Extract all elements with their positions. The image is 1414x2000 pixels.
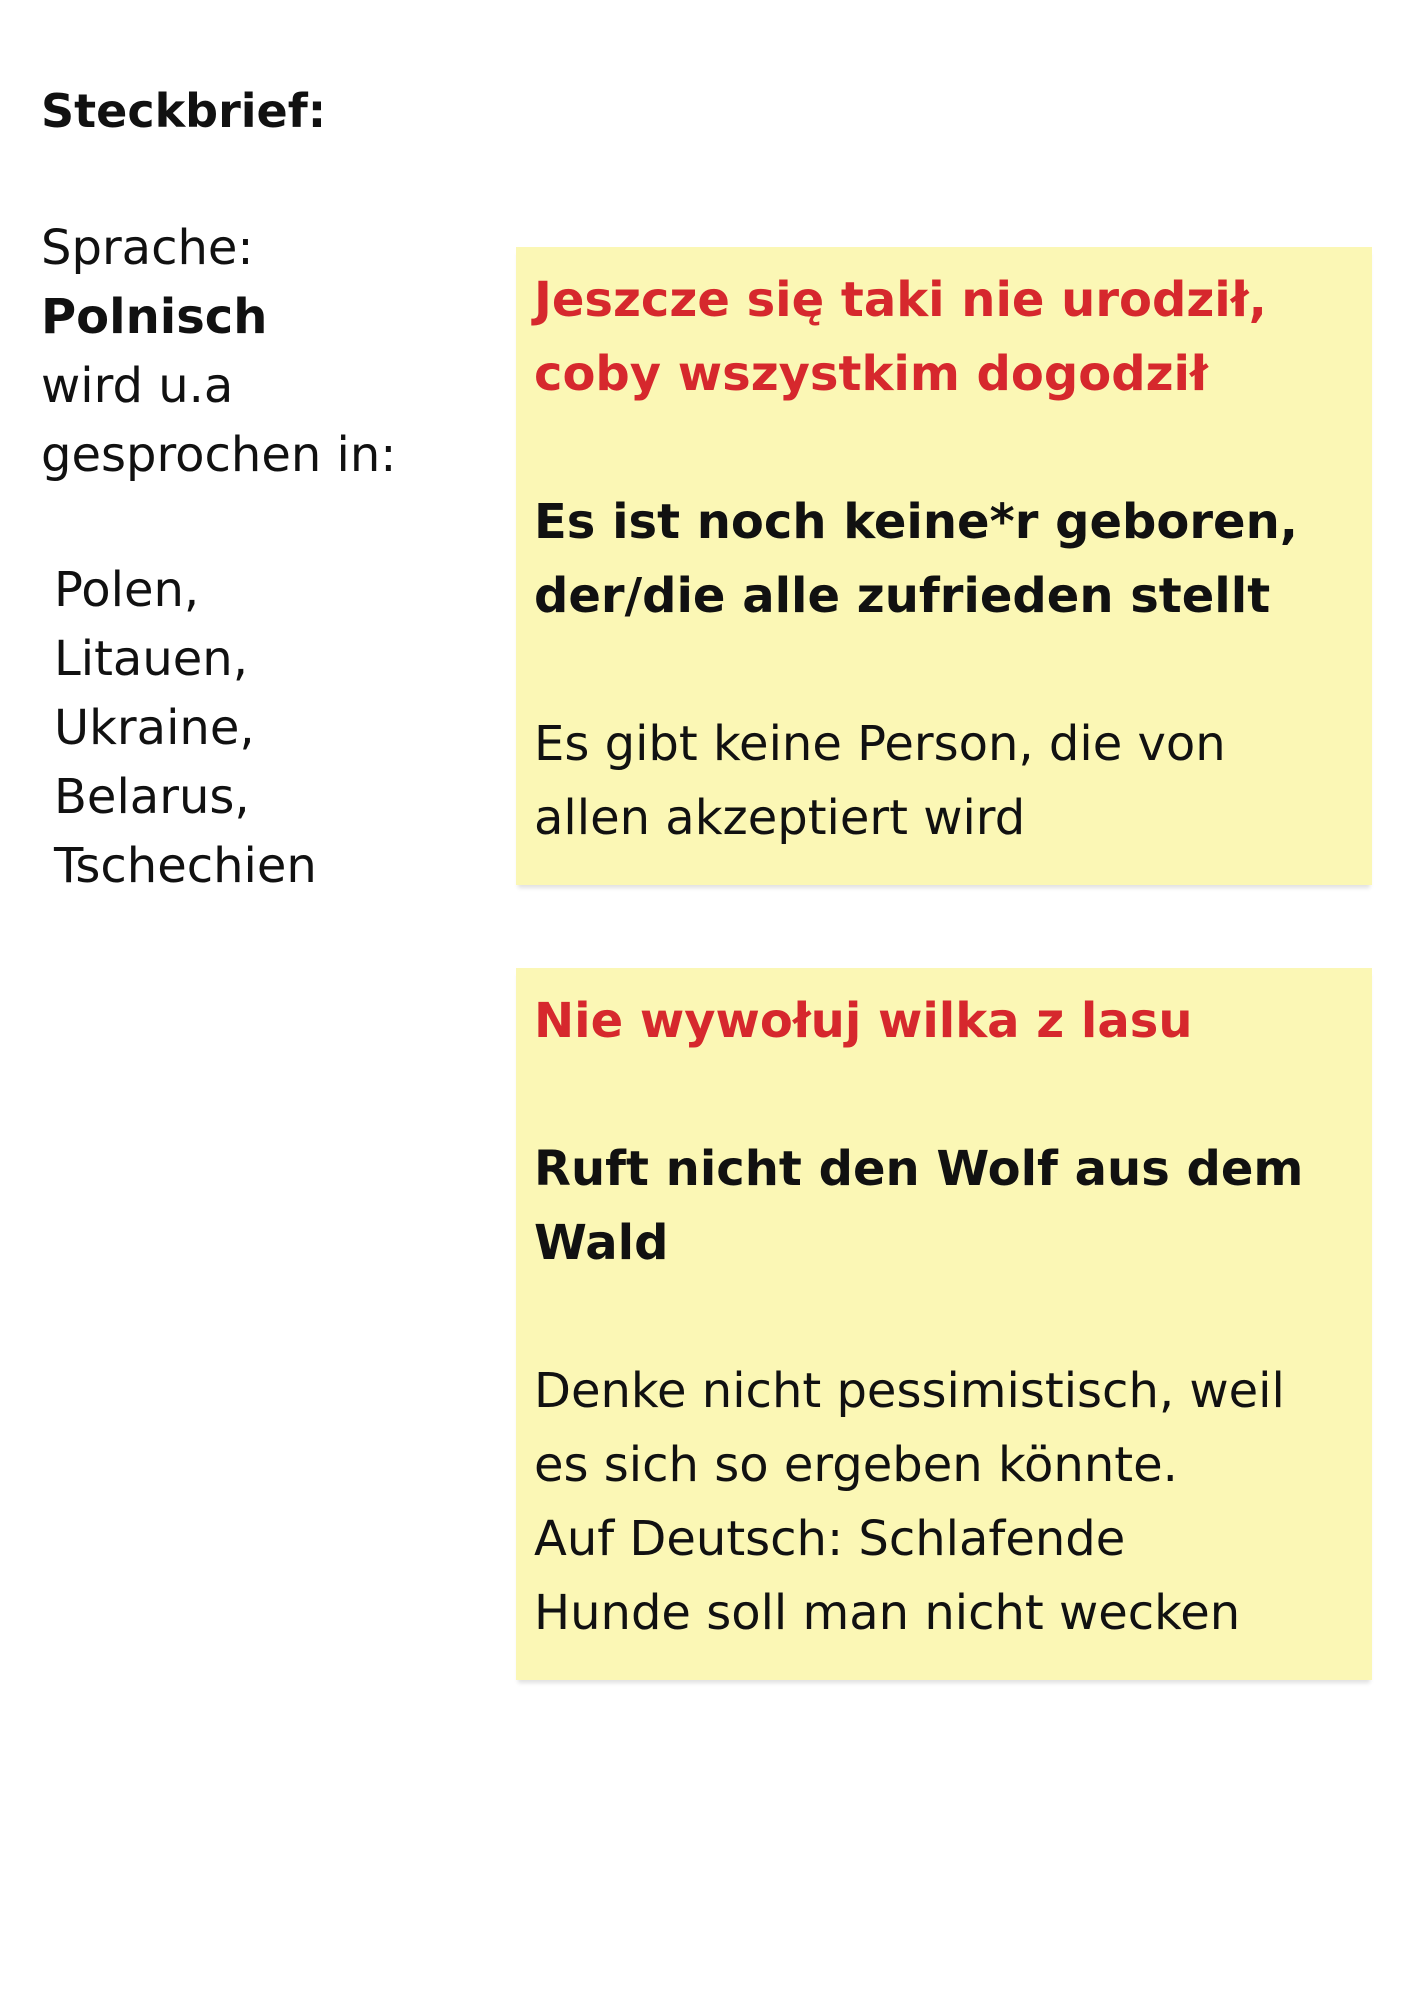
proverb-meaning — [534, 707, 1352, 855]
proverb-meaning-line: Denke nicht pessimistisch, weil — [534, 1363, 1285, 1419]
language-name: Polnisch — [41, 289, 268, 345]
language-label: Sprache: — [41, 220, 254, 276]
literal-translation-line: Wald — [534, 1215, 669, 1271]
intro-line-2: gesprochen in: — [41, 427, 397, 483]
proverb-note-2 — [516, 968, 1372, 1680]
country-item: Ukraine, — [54, 700, 255, 756]
country-item: Belarus, — [54, 769, 250, 825]
intro-line-1: wird u.a — [41, 358, 234, 414]
polish-proverb-line: Nie wywołuj wilka z lasu — [534, 993, 1193, 1049]
literal-translation — [534, 485, 1352, 633]
literal-translation-line: der/die alle zufrieden stellt — [534, 568, 1271, 624]
polish-proverb-line: coby wszystkim dogodził — [534, 346, 1208, 402]
proverb-meaning — [534, 1354, 1352, 1650]
literal-translation-line: Ruft nicht den Wolf aus dem — [534, 1141, 1304, 1197]
country-item: Polen, — [54, 562, 200, 618]
proverb-meaning-line: Auf Deutsch: Schlafende — [534, 1511, 1126, 1567]
proverb-meaning-line: Hunde soll man nicht wecken — [534, 1585, 1241, 1641]
country-item: Tschechien — [54, 838, 317, 894]
country-list — [54, 556, 317, 901]
polish-proverb-line: Jeszcze się taki nie urodził, — [534, 272, 1267, 328]
polish-proverb — [534, 263, 1352, 411]
proverb-meaning-line: allen akzeptiert wird — [534, 790, 1026, 846]
proverb-note-1 — [516, 247, 1372, 885]
proverb-meaning-line: Es gibt keine Person, die von — [534, 716, 1226, 772]
literal-translation — [534, 1132, 1352, 1280]
country-item: Litauen, — [54, 631, 248, 687]
page-title: Steckbrief: — [41, 84, 327, 138]
proverb-meaning-line: es sich so ergeben könnte. — [534, 1437, 1178, 1493]
literal-translation-line: Es ist noch keine*r geboren, — [534, 494, 1298, 550]
language-intro — [41, 214, 396, 490]
polish-proverb — [534, 984, 1352, 1058]
